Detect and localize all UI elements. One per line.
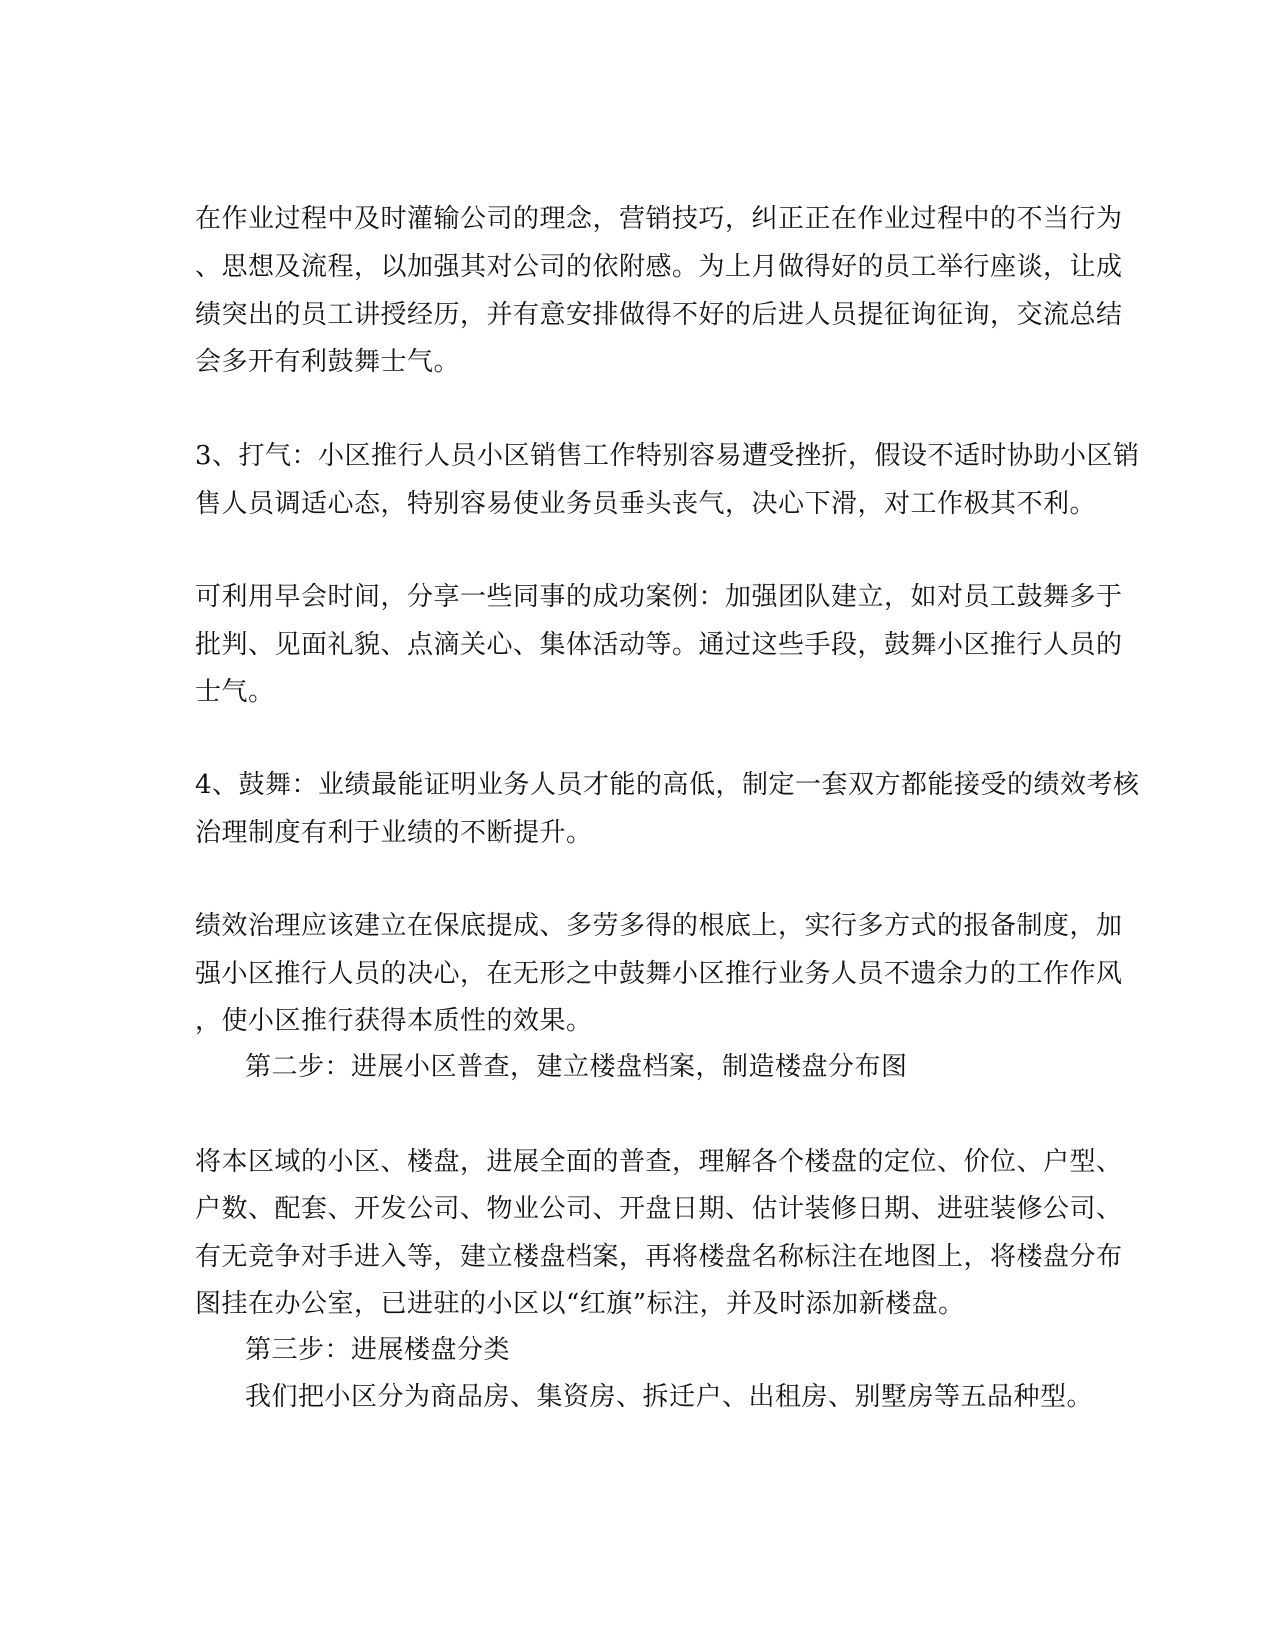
body-text-line: 士气。 xyxy=(195,677,275,707)
body-text-line: 有无竞争对手进入等，建立楼盘档案，再将楼盘名称标注在地图上，将楼盘分布 xyxy=(195,1242,1123,1272)
body-text-line: 批判、见面礼貌、点滴关心、集体活动等。通过这些手段，鼓舞小区推行人员的 xyxy=(195,630,1123,660)
body-text-line: 4、鼓舞：业绩最能证明业务人员才能的高低，制定一套双方都能接受的绩效考核 xyxy=(195,770,1140,800)
body-text-line: 售人员调适心态，特别容易使业务员垂头丧气，决心下滑，对工作极其不利。 xyxy=(195,489,1097,519)
body-text-line: 可利用早会时间，分享一些同事的成功案例：加强团队建立，如对员工鼓舞多于 xyxy=(195,582,1123,612)
body-text-line: 图挂在办公室，已进驻的小区以“红旗”标注，并及时添加新楼盘。 xyxy=(195,1289,965,1319)
body-text-line: 在作业过程中及时灌输公司的理念，营销技巧，纠正正在作业过程中的不当行为 xyxy=(195,204,1123,234)
body-text-line: 我们把小区分为商品房、集资房、拆迁户、出租房、别墅房等五品种型。 xyxy=(245,1382,1094,1412)
body-text-line: 治理制度有利于业绩的不断提升。 xyxy=(195,818,593,848)
body-text-line: 3、打气：小区推行人员小区销售工作特别容易遭受挫折，假设不适时协助小区销 xyxy=(195,441,1140,471)
section-heading: 第三步：进展楼盘分类 xyxy=(245,1335,511,1365)
body-text-line: 绩突出的员工讲授经历，并有意安排做得不好的后进人员提征询征询，交流总结 xyxy=(195,300,1123,330)
body-text-line: 会多开有利鼓舞士气。 xyxy=(195,347,461,377)
body-text-line: 、思想及流程，以加强其对公司的依附感。为上月做得好的员工举行座谈，让成 xyxy=(195,252,1123,282)
body-text-line: ，使小区推行获得本质性的效果。 xyxy=(195,1006,593,1036)
section-heading: 第二步：进展小区普查，建立楼盘档案，制造楼盘分布图 xyxy=(245,1052,908,1082)
body-text-line: 强小区推行人员的决心，在无形之中鼓舞小区推行业务人员不遗余力的工作作风 xyxy=(195,959,1123,989)
body-text-line: 将本区域的小区、楼盘，进展全面的普查，理解各个楼盘的定位、价位、户型、 xyxy=(195,1147,1123,1177)
body-text-line: 户数、配套、开发公司、物业公司、开盘日期、估计装修日期、进驻装修公司、 xyxy=(195,1194,1123,1224)
body-text-line: 绩效治理应该建立在保底提成、多劳多得的根底上，实行多方式的报备制度，加 xyxy=(195,911,1123,941)
